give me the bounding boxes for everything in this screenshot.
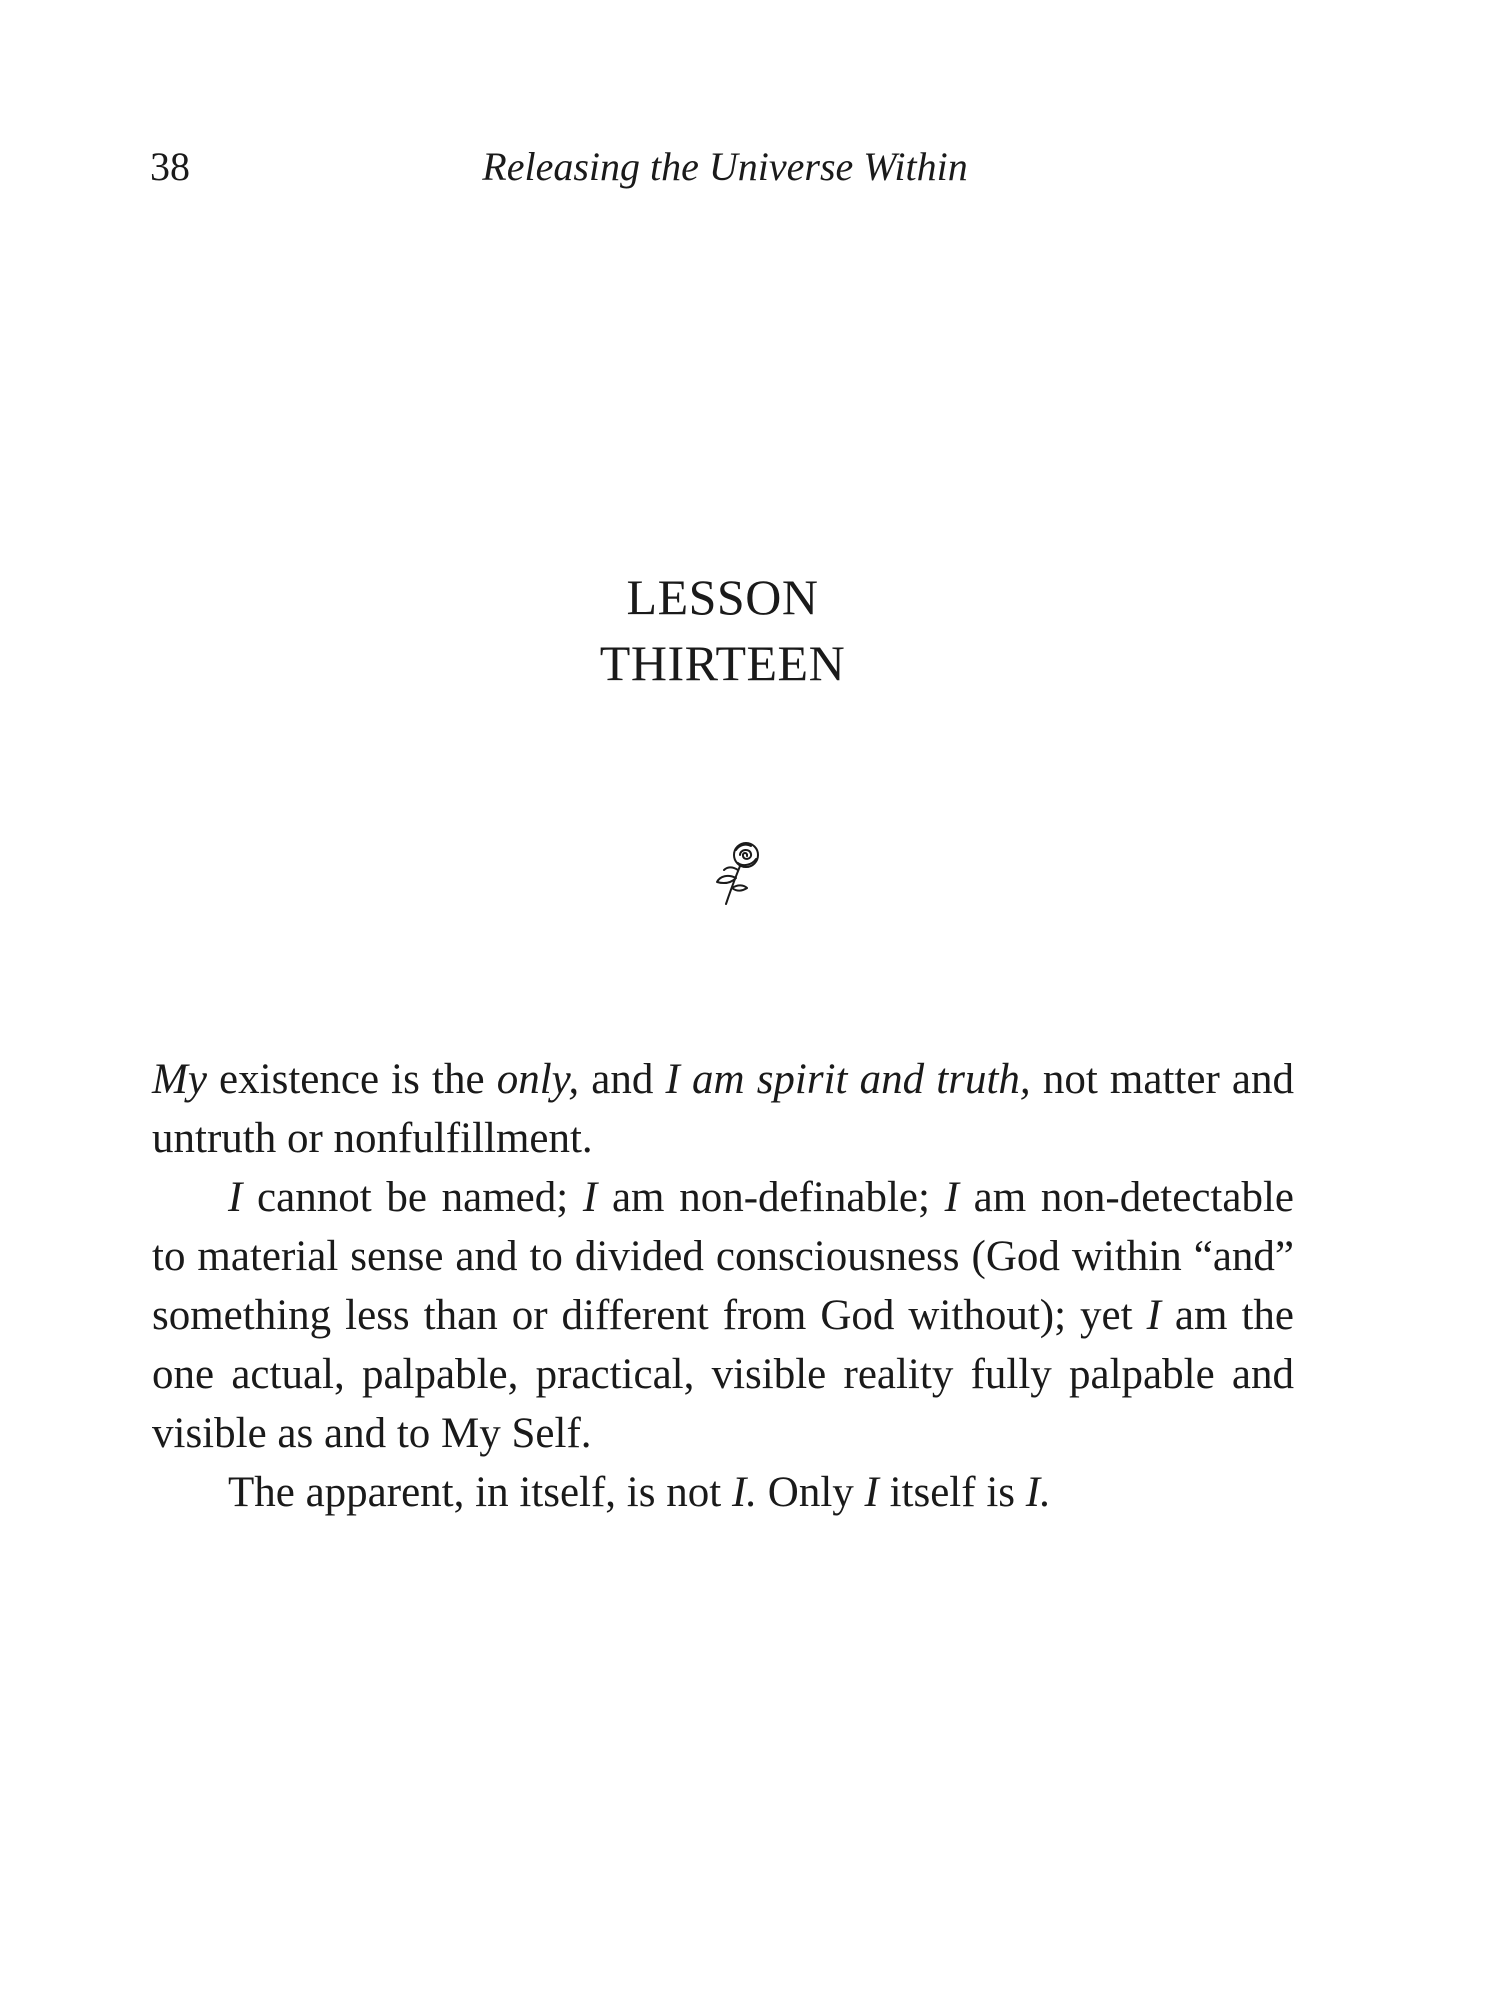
chapter-title <box>0 564 1445 696</box>
chapter-title-line-1: LESSON <box>626 569 819 625</box>
italic-text-run: I <box>864 1469 879 1516</box>
italic-text-run: I <box>582 1174 598 1221</box>
text-run: and <box>579 1056 666 1103</box>
italic-text-run: I <box>228 1174 243 1221</box>
paragraph-1 <box>152 1050 1294 1168</box>
italic-text-run: I am spirit and truth, <box>665 1056 1031 1103</box>
paragraph-3 <box>152 1463 1294 1522</box>
text-run: cannot be named; <box>242 1174 583 1221</box>
italic-text-run: I <box>1146 1292 1161 1339</box>
italic-text-run: only, <box>496 1056 580 1103</box>
italic-text-run: I <box>944 1174 959 1221</box>
paragraph-2 <box>152 1168 1294 1463</box>
text-run: am the one actual, palpable, practical, visible reality fully palpable and visible as and to My Self. <box>152 1292 1294 1457</box>
italic-text-run: My <box>152 1056 207 1103</box>
lesson-body <box>152 1050 1294 1522</box>
text-run: am non-definable; <box>597 1174 945 1221</box>
text-run: The apparent, in itself, is not <box>228 1469 732 1516</box>
text-run: am non-detectable to material sense and to divided consciousness (God within “and” something less than or different from God without); yet <box>152 1174 1294 1339</box>
italic-text-run: I. <box>1025 1469 1051 1516</box>
text-run: itself is <box>878 1469 1026 1516</box>
text-run: existence is the <box>206 1056 497 1103</box>
text-run: not matter and untruth or nonfulfillment. <box>152 1056 1295 1162</box>
running-head: Releasing the Universe Within <box>482 144 968 189</box>
rose-flower-icon <box>710 838 768 906</box>
text-run: Only <box>757 1469 865 1516</box>
italic-text-run: I. <box>731 1469 758 1516</box>
page-number: 38 <box>150 144 190 189</box>
chapter-title-line-2: THIRTEEN <box>599 635 846 691</box>
